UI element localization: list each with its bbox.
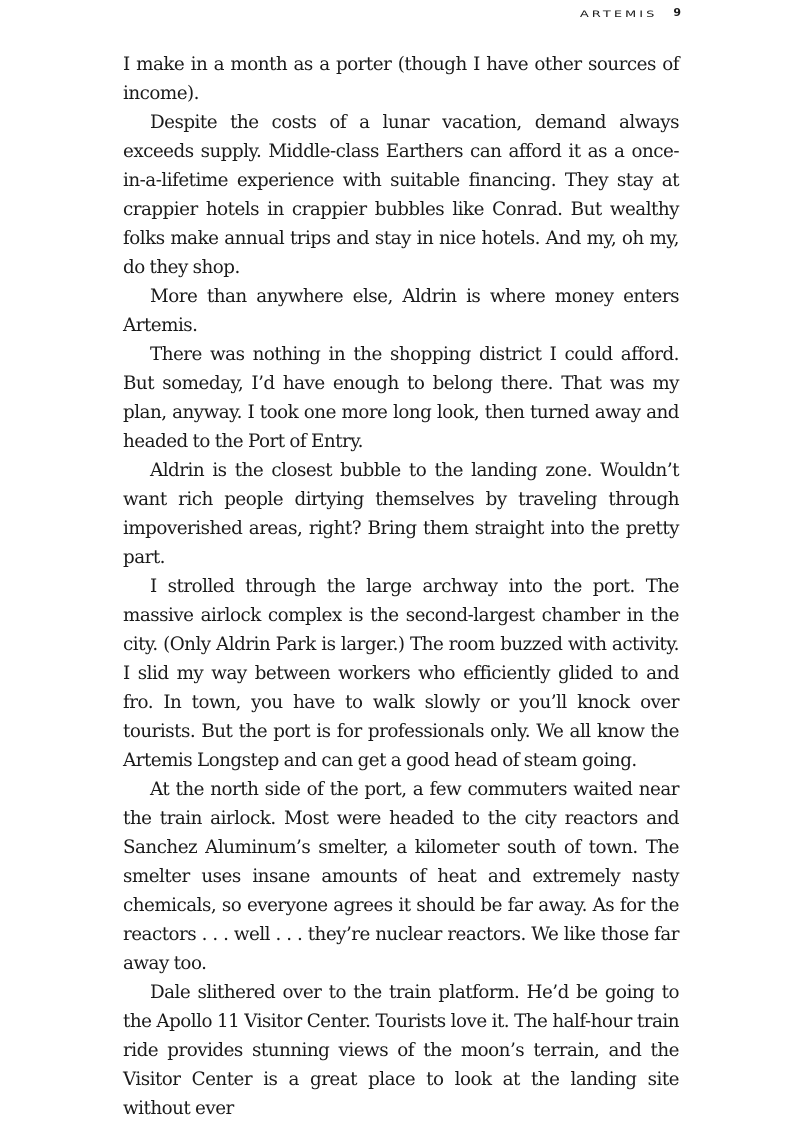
running-head (580, 5, 681, 20)
body-text (123, 50, 679, 1123)
book-title: ARTEMIS (579, 9, 658, 20)
paragraph: Aldrin is the closest bubble to the landing zone. Wouldn’t want rich people dirtying themselves by traveling through impoverished areas, right? Bring them straight into the pretty part. (123, 460, 679, 568)
paragraph: I strolled through the large archway into the port. The massive airlock complex is the second-largest chamber in the city. (Only Aldrin Park is larger.) The room buzzed with activity. I slid my way between workers who efficiently glided to and fro. In town, you have to walk slowly or you’ll knock over tourists. But the port is for professionals only. We all know the Artemis Longstep and can get a good head of steam going. (123, 576, 679, 771)
paragraph: Despite the costs of a lunar vacation, demand always exceeds supply. Middle-class Earthers can afford it as a once-in-a-lifetime experience with suitable financing. They stay at crappier hotels in crappier bubbles like Conrad. But wealthy folks make annual trips and stay in nice hotels. And my, oh my, do they shop. (123, 112, 679, 278)
paragraph: Dale slithered over to the train platform. He’d be going to the Apollo 11 Visitor Center. Tourists love it. The half-hour train ride provides stunning views of the moon’s terrain, and the Visitor Center is a great place to look at the landing site without ever (123, 982, 679, 1119)
page-number: 9 (673, 6, 681, 19)
paragraph: There was nothing in the shopping district I could afford. But someday, I’d have enough to belong there. That was my plan, anyway. I took one more long look, then turned away and headed to the Port of Entry. (123, 344, 679, 452)
paragraph: I make in a month as a porter (though I have other sources of income). (123, 54, 679, 104)
paragraph: More than anywhere else, Aldrin is where money enters Artemis. (123, 286, 679, 336)
paragraph: At the north side of the port, a few commuters waited near the train airlock. Most were headed to the city reactors and Sanchez Aluminum’s smelter, a kilometer south of town. The smelter uses insane amounts of heat and extremely nasty chemicals, so everyone agrees it should be far away. As for the reactors . . . well . . . they’re nuclear reactors. We like those far away too. (123, 779, 679, 974)
